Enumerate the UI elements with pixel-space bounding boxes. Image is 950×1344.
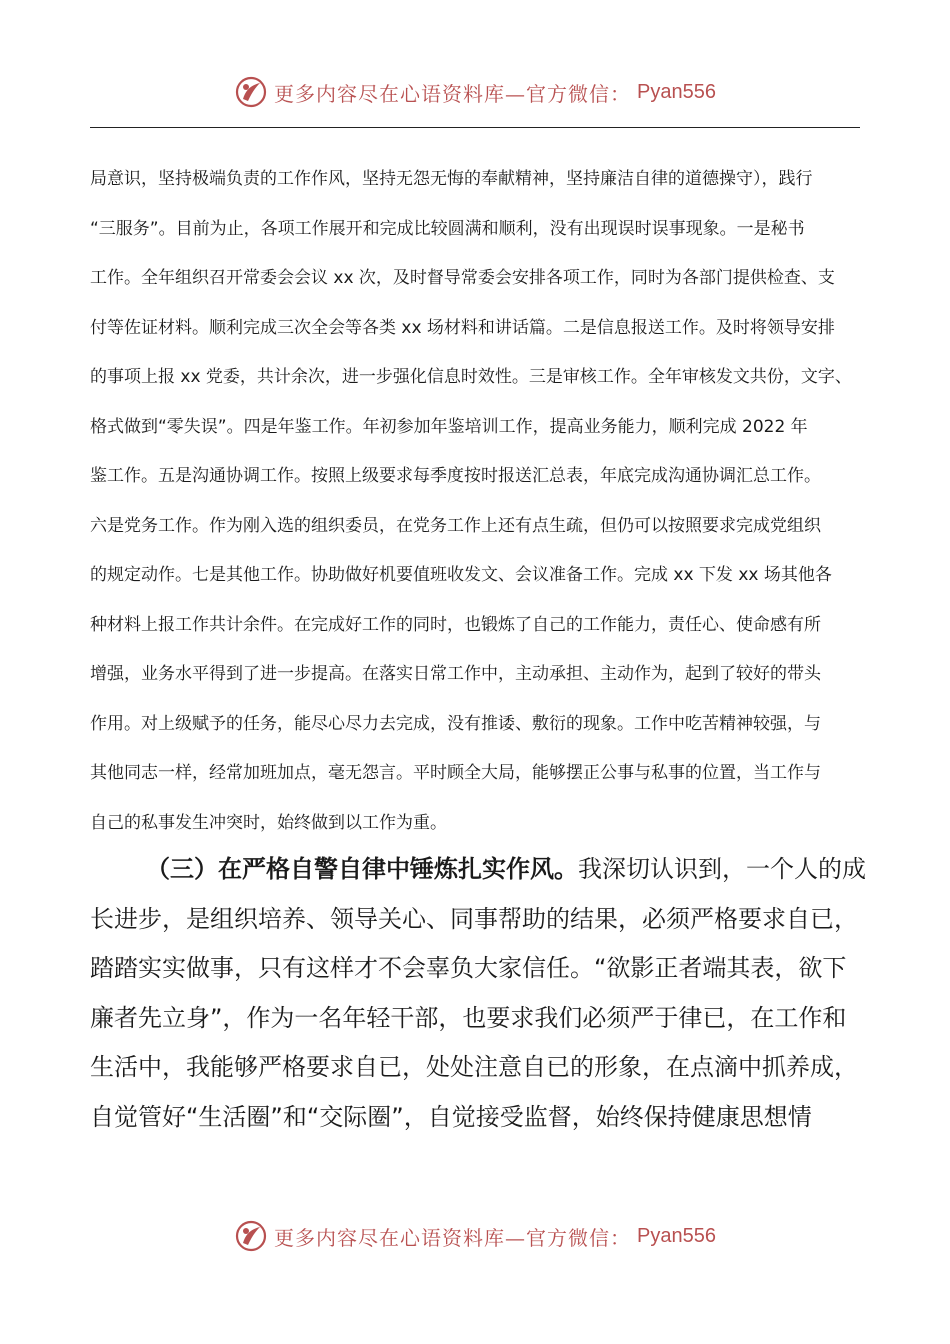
page-header [0,72,950,112]
text-line: 工作。全年组织召开常委会会议 xx 次，及时督导常委会安排各项工作，同时为各部门提供检查、支 [90,268,835,288]
header-divider [90,127,860,128]
text-line: “三服务”。目前为止，各项工作展开和完成比较圆满和顺利，没有出现误时误事现象。一是秘书 [90,218,805,239]
text-line: 局意识，坚持极端负责的工作作风，坚持无怨无悔的奉献精神，坚持廉洁自律的道德操守），践行 [90,169,813,189]
section-3-first-line [90,845,866,895]
text-line: 生活中，我能够严格要求自已，处处注意自已的形象，在点滴中抓养成， [90,1053,858,1081]
text-line: 六是党务工作。作为刚入选的组织委员，在党务工作上还有点生疏，但仍可以按照要求完成党组织 [90,515,821,536]
text-line: 的规定动作。七是其他工作。协助做好机要值班收发文、会议准备工作。完成 xx 下发 xx 场其他各 [90,565,832,585]
text-line: 作用。对上级赋予的任务，能尽心尽力去完成，没有推诿、敷衍的现象。工作中吃苦精神较强，与 [90,713,821,734]
text-line: 增强，业务水平得到了进一步提高。在落实日常工作中，主动承担、主动作为，起到了较好的带头 [90,664,821,684]
text-line: 踏踏实实做事，只有这样才不会辜负大家信任。“欲影正者端其表，欲下 [90,954,847,982]
brand-logo-icon [234,1219,268,1253]
text-line: 其他同志一样，经常加班加点，毫无怨言。平时顾全大局，能够摆正公事与私事的位置，当工作与 [90,763,821,783]
text-line: 长进步，是组织培养、领导关心、同事帮助的结果，必须严格要求自已， [90,904,858,933]
text-line: 自己的私事发生冲突时，始终做到以工作为重。 [90,812,447,833]
page-footer [0,1216,950,1256]
text-line: 种材料上报工作共计余件。在完成好工作的同时，也锻炼了自己的工作能力，责任心、使命感有所 [90,614,821,635]
text-line: 付等佐证材料。顺利完成三次全会等各类 xx 场材料和讲话篇。二是信息报送工作。及时将领导安排 [90,317,835,338]
header-brand-text: 更多内容尽在心语资料库—官方微信： [274,81,632,106]
text-line: 廉者先立身”，作为一名年轻干部，也要求我们必须严于律已，在工作和 [90,1003,847,1032]
section-3-paragraph [90,845,866,1142]
text-line: 的事项上报 xx 党委，共计余次，进一步强化信息时效性。三是审核工作。全年审核发文共份，文字、 [90,367,852,387]
footer-brand-handle: Pyan556 [637,1224,716,1247]
footer-brand [234,1219,716,1253]
text-line: 自觉管好“生活圈”和“交际圈”，自觉接受监督，始终保持健康思想情 [90,1102,812,1131]
section-3-first-line-text: 我深切认识到，一个人的成 [578,855,866,883]
body-paragraph-continued [90,155,862,848]
footer-brand-text: 更多内容尽在心语资料库—官方微信： [274,1225,632,1250]
section-3-heading: （三）在严格自警自律中锤炼扎实作风。 [146,855,578,883]
brand-logo-icon [234,75,268,109]
text-line: 鉴工作。五是沟通协调工作。按照上级要求每季度按时报送汇总表，年底完成沟通协调汇总工作。 [90,466,821,486]
header-brand [234,75,716,109]
header-brand-handle: Pyan556 [637,80,716,103]
text-line: 格式做到“零失误”。四是年鉴工作。年初参加年鉴培训工作，提高业务能力，顺利完成 2022 年 [90,416,808,437]
